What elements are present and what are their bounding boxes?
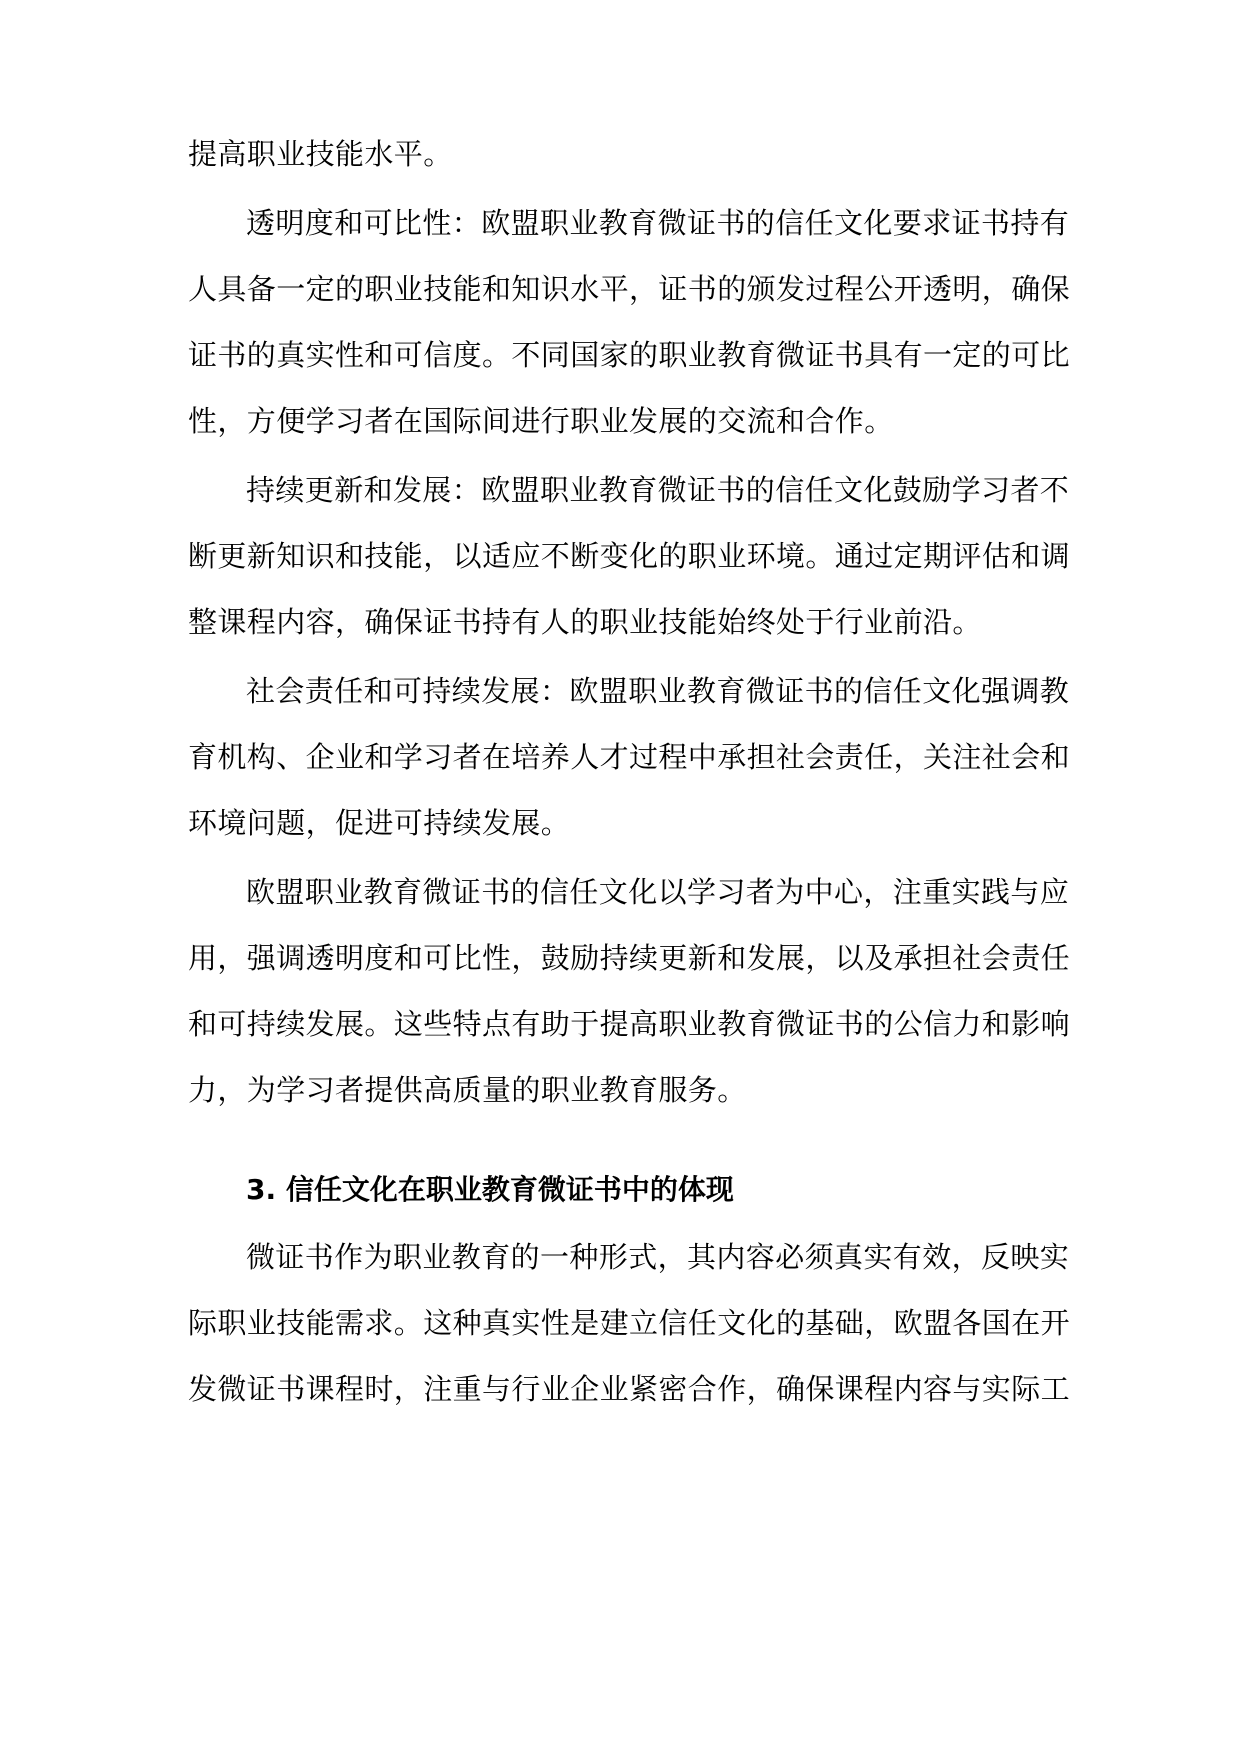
text-line: 持续更新和发展：欧盟职业教育微证书的信任文化鼓励学习者不 — [246, 473, 1070, 507]
text-line: 整课程内容，确保证书持有人的职业技能始终处于行业前沿。 — [188, 605, 982, 639]
text-line: 提高职业技能水平。 — [188, 137, 453, 171]
section-heading: 3. 信任文化在职业教育微证书中的体现 — [246, 1173, 734, 1206]
text-line: 人具备一定的职业技能和知识水平，证书的颁发过程公开透明，确保 — [188, 272, 1071, 306]
text-line: 微证书作为职业教育的一种形式，其内容必须真实有效，反映实 — [246, 1240, 1070, 1274]
text-line: 际职业技能需求。这种真实性是建立信任文化的基础，欧盟各国在开 — [188, 1306, 1071, 1340]
text-line: 欧盟职业教育微证书的信任文化以学习者为中心，注重实践与应 — [246, 875, 1070, 909]
text-line: 环境问题，促进可持续发展。 — [188, 806, 571, 840]
text-line: 透明度和可比性：欧盟职业教育微证书的信任文化要求证书持有 — [246, 206, 1070, 240]
text-line: 发微证书课程时，注重与行业企业紧密合作，确保课程内容与实际工 — [188, 1372, 1071, 1406]
text-line: 性，方便学习者在国际间进行职业发展的交流和合作。 — [188, 404, 894, 438]
text-line: 断更新知识和技能，以适应不断变化的职业环境。通过定期评估和调 — [188, 539, 1071, 573]
text-line: 力，为学习者提供高质量的职业教育服务。 — [188, 1073, 747, 1107]
text-line: 证书的真实性和可信度。不同国家的职业教育微证书具有一定的可比 — [188, 338, 1071, 372]
text-line: 社会责任和可持续发展：欧盟职业教育微证书的信任文化强调教 — [246, 674, 1070, 708]
text-line: 用，强调透明度和可比性，鼓励持续更新和发展，以及承担社会责任 — [188, 941, 1071, 975]
text-line: 和可持续发展。这些特点有助于提高职业教育微证书的公信力和影响 — [188, 1007, 1071, 1041]
text-line: 育机构、企业和学习者在培养人才过程中承担社会责任，关注社会和 — [188, 740, 1071, 774]
